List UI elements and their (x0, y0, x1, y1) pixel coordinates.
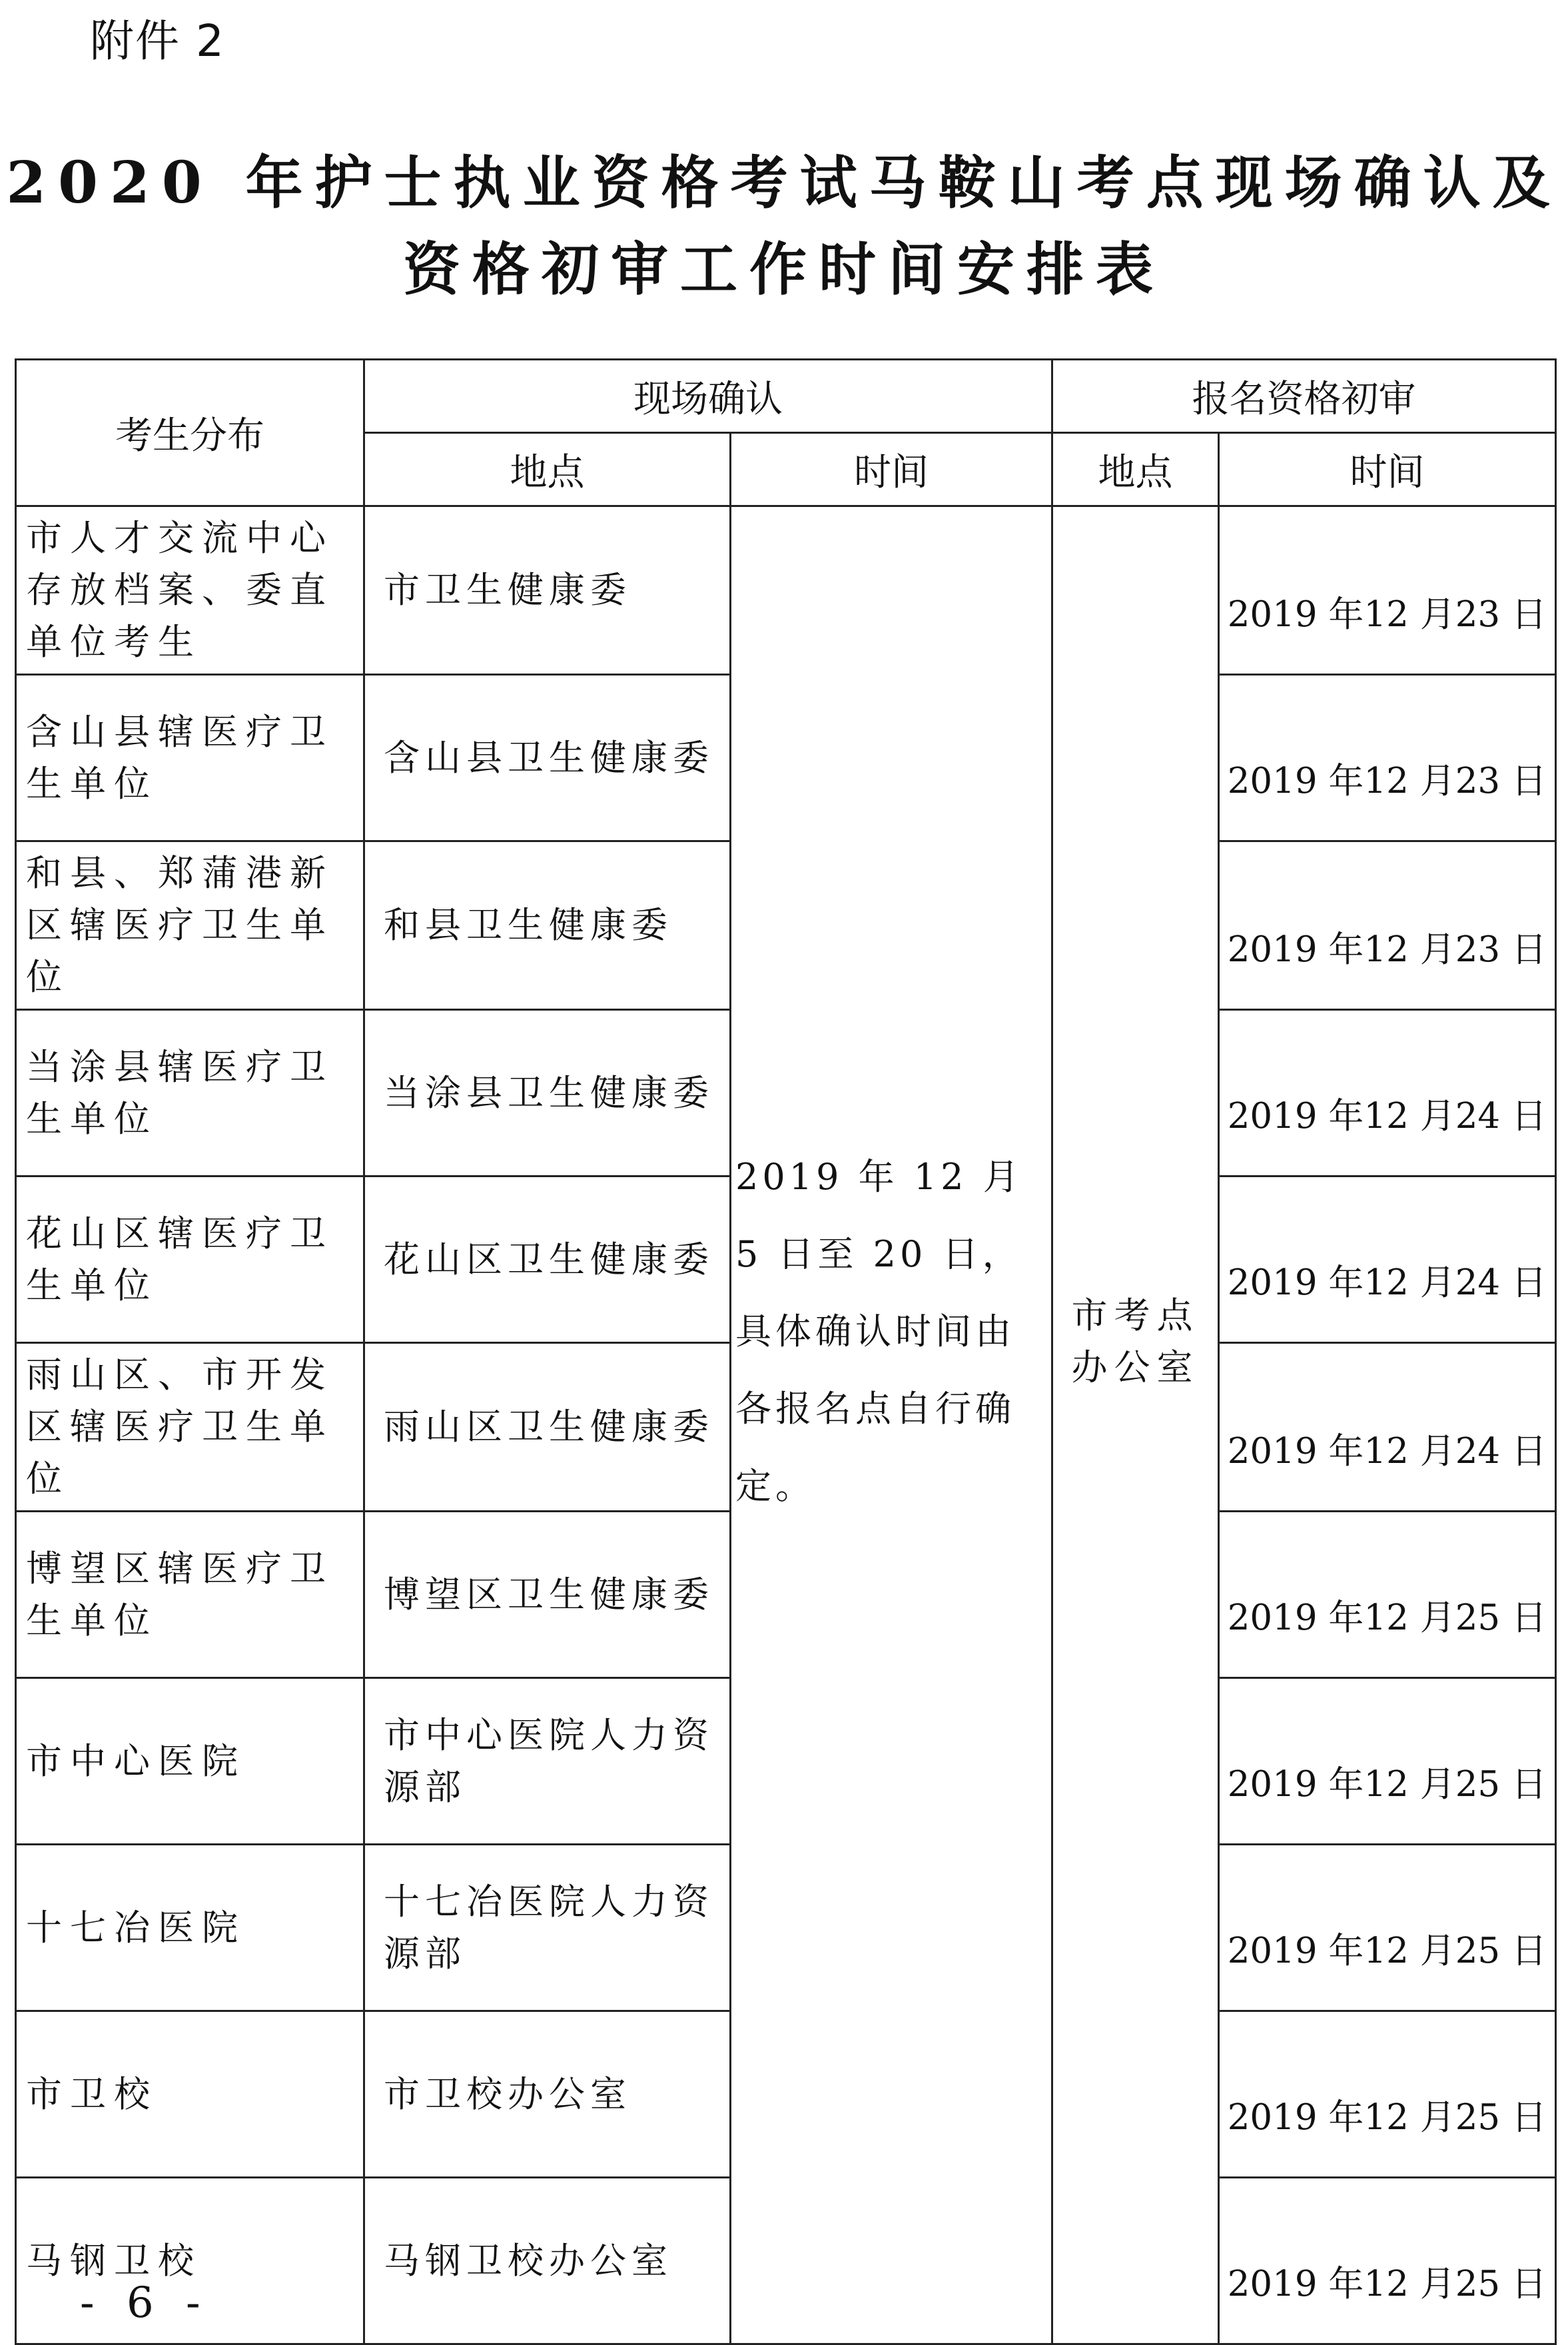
confirm-location-cell: 市卫校办公室 (364, 2011, 731, 2178)
confirm-location-cell: 市卫生健康委 (364, 506, 731, 675)
confirm-location-cell: 和县卫生健康委 (364, 841, 731, 1010)
header-district: 考生分布 (16, 360, 364, 506)
confirm-location-cell: 博望区卫生健康委 (364, 1512, 731, 1678)
district-cell: 市卫校 (16, 2011, 364, 2178)
review-time-cell: 2019 年12 月25 日 (1219, 1678, 1556, 1845)
confirm-location-cell: 雨山区卫生健康委 (364, 1343, 731, 1512)
confirm-location-cell: 含山县卫生健康委 (364, 675, 731, 841)
review-time-cell: 2019 年12 月23 日 (1219, 675, 1556, 841)
title-line-2: 资格初审工作时间安排表 (403, 236, 1165, 303)
header-confirm-location: 地点 (364, 433, 731, 506)
title-line-1: 2020 年护士执业资格考试马鞍山考点现场确认及 (6, 149, 1562, 217)
district-cell: 花山区辖医疗卫生单位 (16, 1176, 364, 1343)
review-time-cell: 2019 年12 月23 日 (1219, 841, 1556, 1010)
district-cell: 市中心医院 (16, 1678, 364, 1845)
header-confirm-time: 时间 (731, 433, 1052, 506)
review-time-cell: 2019 年12 月24 日 (1219, 1343, 1556, 1512)
confirm-time-merged-cell: 2019 年 12 月 5 日至 20 日，具体确认时间由各报名点自行确定。 (731, 506, 1052, 2344)
district-cell: 雨山区、市开发区辖医疗卫生单位 (16, 1343, 364, 1512)
confirm-location-cell: 市中心医院人力资源部 (364, 1678, 731, 1845)
review-time-cell: 2019 年12 月25 日 (1219, 1512, 1556, 1678)
district-cell: 含山县辖医疗卫生单位 (16, 675, 364, 841)
district-cell: 和县、郑蒲港新区辖医疗卫生单位 (16, 841, 364, 1010)
review-time-cell: 2019 年12 月23 日 (1219, 506, 1556, 675)
review-time-cell: 2019 年12 月25 日 (1219, 1845, 1556, 2011)
district-cell: 十七冶医院 (16, 1845, 364, 2011)
header-review-location: 地点 (1052, 433, 1219, 506)
review-time-cell: 2019 年12 月25 日 (1219, 2011, 1556, 2178)
schedule-table (15, 358, 1557, 2345)
review-time-cell: 2019 年12 月24 日 (1219, 1176, 1556, 1343)
district-cell: 马钢卫校 (16, 2178, 364, 2344)
attachment-label: 附件 2 (90, 15, 225, 67)
district-cell: 市人才交流中心存放档案、委直单位考生 (16, 506, 364, 675)
review-time-cell: 2019 年12 月24 日 (1219, 1010, 1556, 1176)
confirm-location-cell: 马钢卫校办公室 (364, 2178, 731, 2344)
table-row (16, 506, 1556, 675)
confirm-location-cell: 十七冶医院人力资源部 (364, 1845, 731, 2011)
district-cell: 博望区辖医疗卫生单位 (16, 1512, 364, 1678)
page-number: - 6 - (80, 2278, 210, 2328)
confirm-location-cell: 当涂县卫生健康委 (364, 1010, 731, 1176)
confirm-location-cell: 花山区卫生健康委 (364, 1176, 731, 1343)
review-time-cell: 2019 年12 月25 日 (1219, 2178, 1556, 2344)
review-location-merged-cell: 市考点办公室 (1052, 506, 1219, 2344)
header-review-time: 时间 (1219, 433, 1556, 506)
header-review-group: 报名资格初审 (1052, 360, 1556, 433)
district-cell: 当涂县辖医疗卫生单位 (16, 1010, 364, 1176)
header-confirm-group: 现场确认 (364, 360, 1052, 433)
